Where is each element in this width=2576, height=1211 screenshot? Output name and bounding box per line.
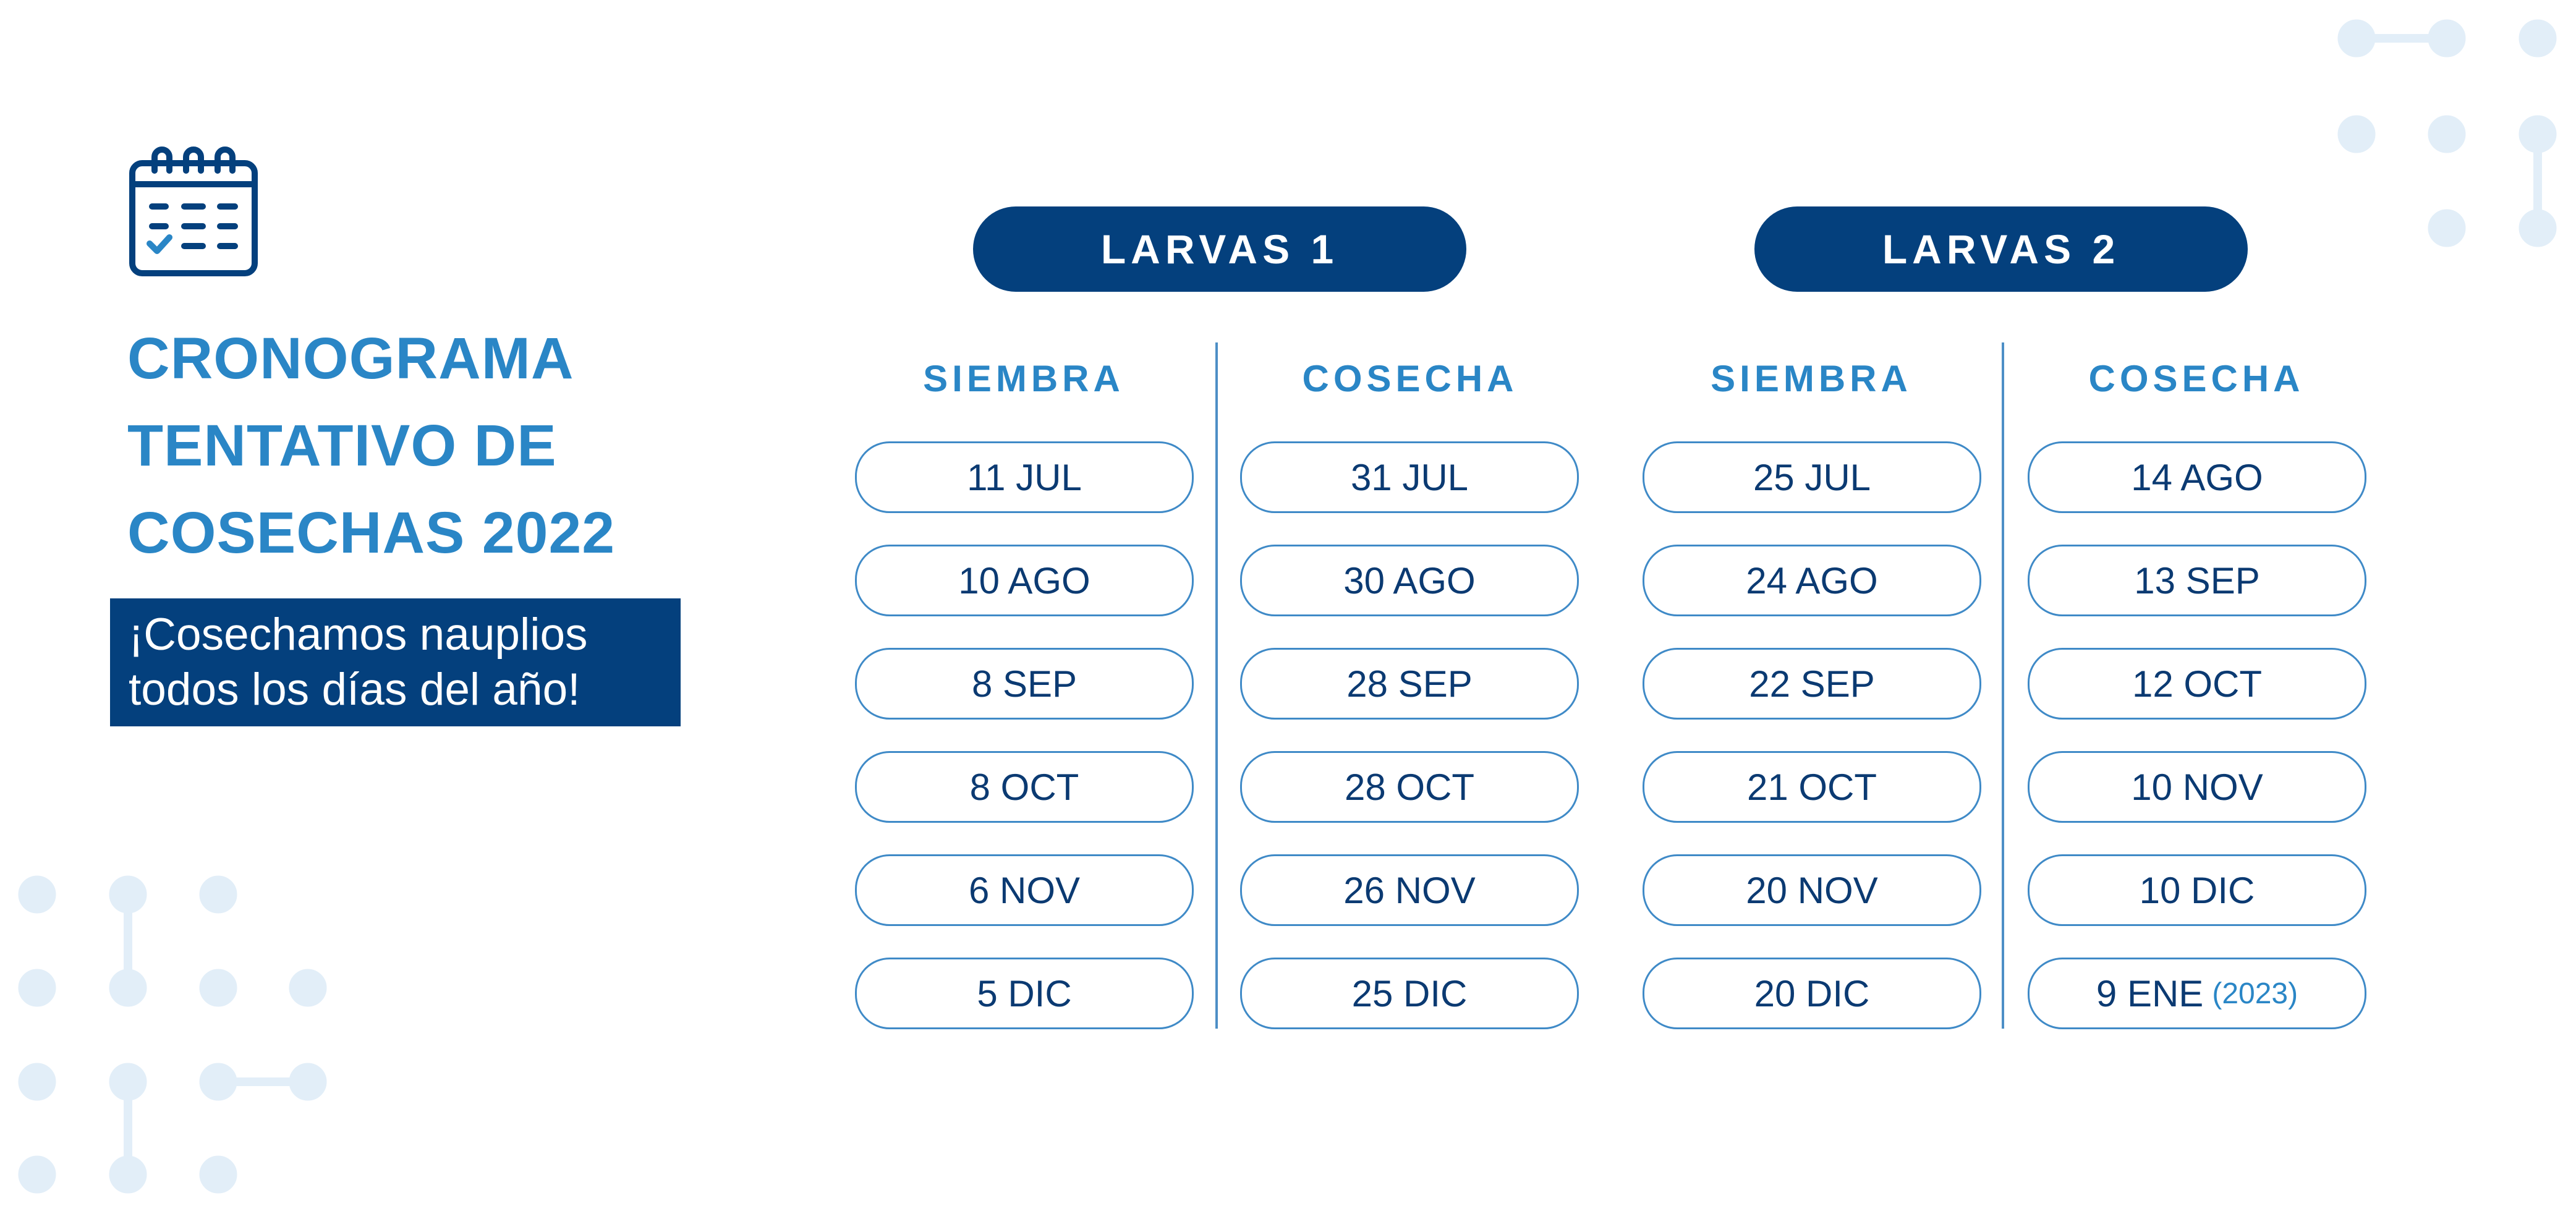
page-title (127, 315, 684, 577)
date-pill: 5 DIC (855, 958, 1194, 1029)
date-pill: 24 AGO (1643, 545, 1981, 616)
date-pill: 10 AGO (855, 545, 1194, 616)
slogan-line-1: ¡Cosechamos nauplios (129, 610, 588, 660)
date-pill: 11 JUL (855, 441, 1194, 513)
date-pill: 31 JUL (1240, 441, 1579, 513)
calendar-icon (129, 146, 258, 277)
title-line-2: TENTATIVO DE (127, 413, 557, 478)
date-pill: 13 SEP (2028, 545, 2366, 616)
title-line-3: COSECHAS 2022 (127, 500, 616, 566)
date-pill: 25 JUL (1643, 441, 1981, 513)
title-line-1: CRONOGRAMA (127, 326, 574, 391)
date-pill: 10 NOV (2028, 751, 2366, 823)
slogan-banner (110, 598, 681, 726)
column-header-siembra-1: SIEMBRA (923, 358, 1124, 399)
date-pill: 20 NOV (1643, 854, 1981, 926)
date-pill: 26 NOV (1240, 854, 1579, 926)
column-divider (1215, 342, 1218, 1029)
column-header-cosecha-1: COSECHA (1302, 358, 1518, 399)
year-note: (2023) (2212, 977, 2298, 1010)
slogan-line-2: todos los días del año! (129, 665, 580, 715)
date-pill: 10 DIC (2028, 854, 2366, 926)
column-divider (2002, 342, 2004, 1029)
date-pill: 28 SEP (1240, 648, 1579, 720)
decorative-dots-top-right (2324, 12, 2572, 260)
column-header-siembra-2: SIEMBRA (1711, 358, 1912, 399)
date-pill: 6 NOV (855, 854, 1194, 926)
date-pill (2028, 958, 2366, 1029)
date-pill: 22 SEP (1643, 648, 1981, 720)
date-pill: 20 DIC (1643, 958, 1981, 1029)
date-pill: 28 OCT (1240, 751, 1579, 823)
date-pill: 12 OCT (2028, 648, 2366, 720)
date-pill: 30 AGO (1240, 545, 1579, 616)
date-pill: 8 SEP (855, 648, 1194, 720)
group-header-larvas-1: LARVAS 1 (973, 206, 1466, 292)
date-pill: 8 OCT (855, 751, 1194, 823)
column-header-cosecha-2: COSECHA (2088, 358, 2305, 399)
date-pill: 21 OCT (1643, 751, 1981, 823)
date-pill: 14 AGO (2028, 441, 2366, 513)
group-header-larvas-2: LARVAS 2 (1754, 206, 2248, 292)
date-pill: 25 DIC (1240, 958, 1579, 1029)
date-pill-text: 9 ENE (2096, 972, 2204, 1014)
decorative-dots-bottom-left (0, 865, 346, 1199)
